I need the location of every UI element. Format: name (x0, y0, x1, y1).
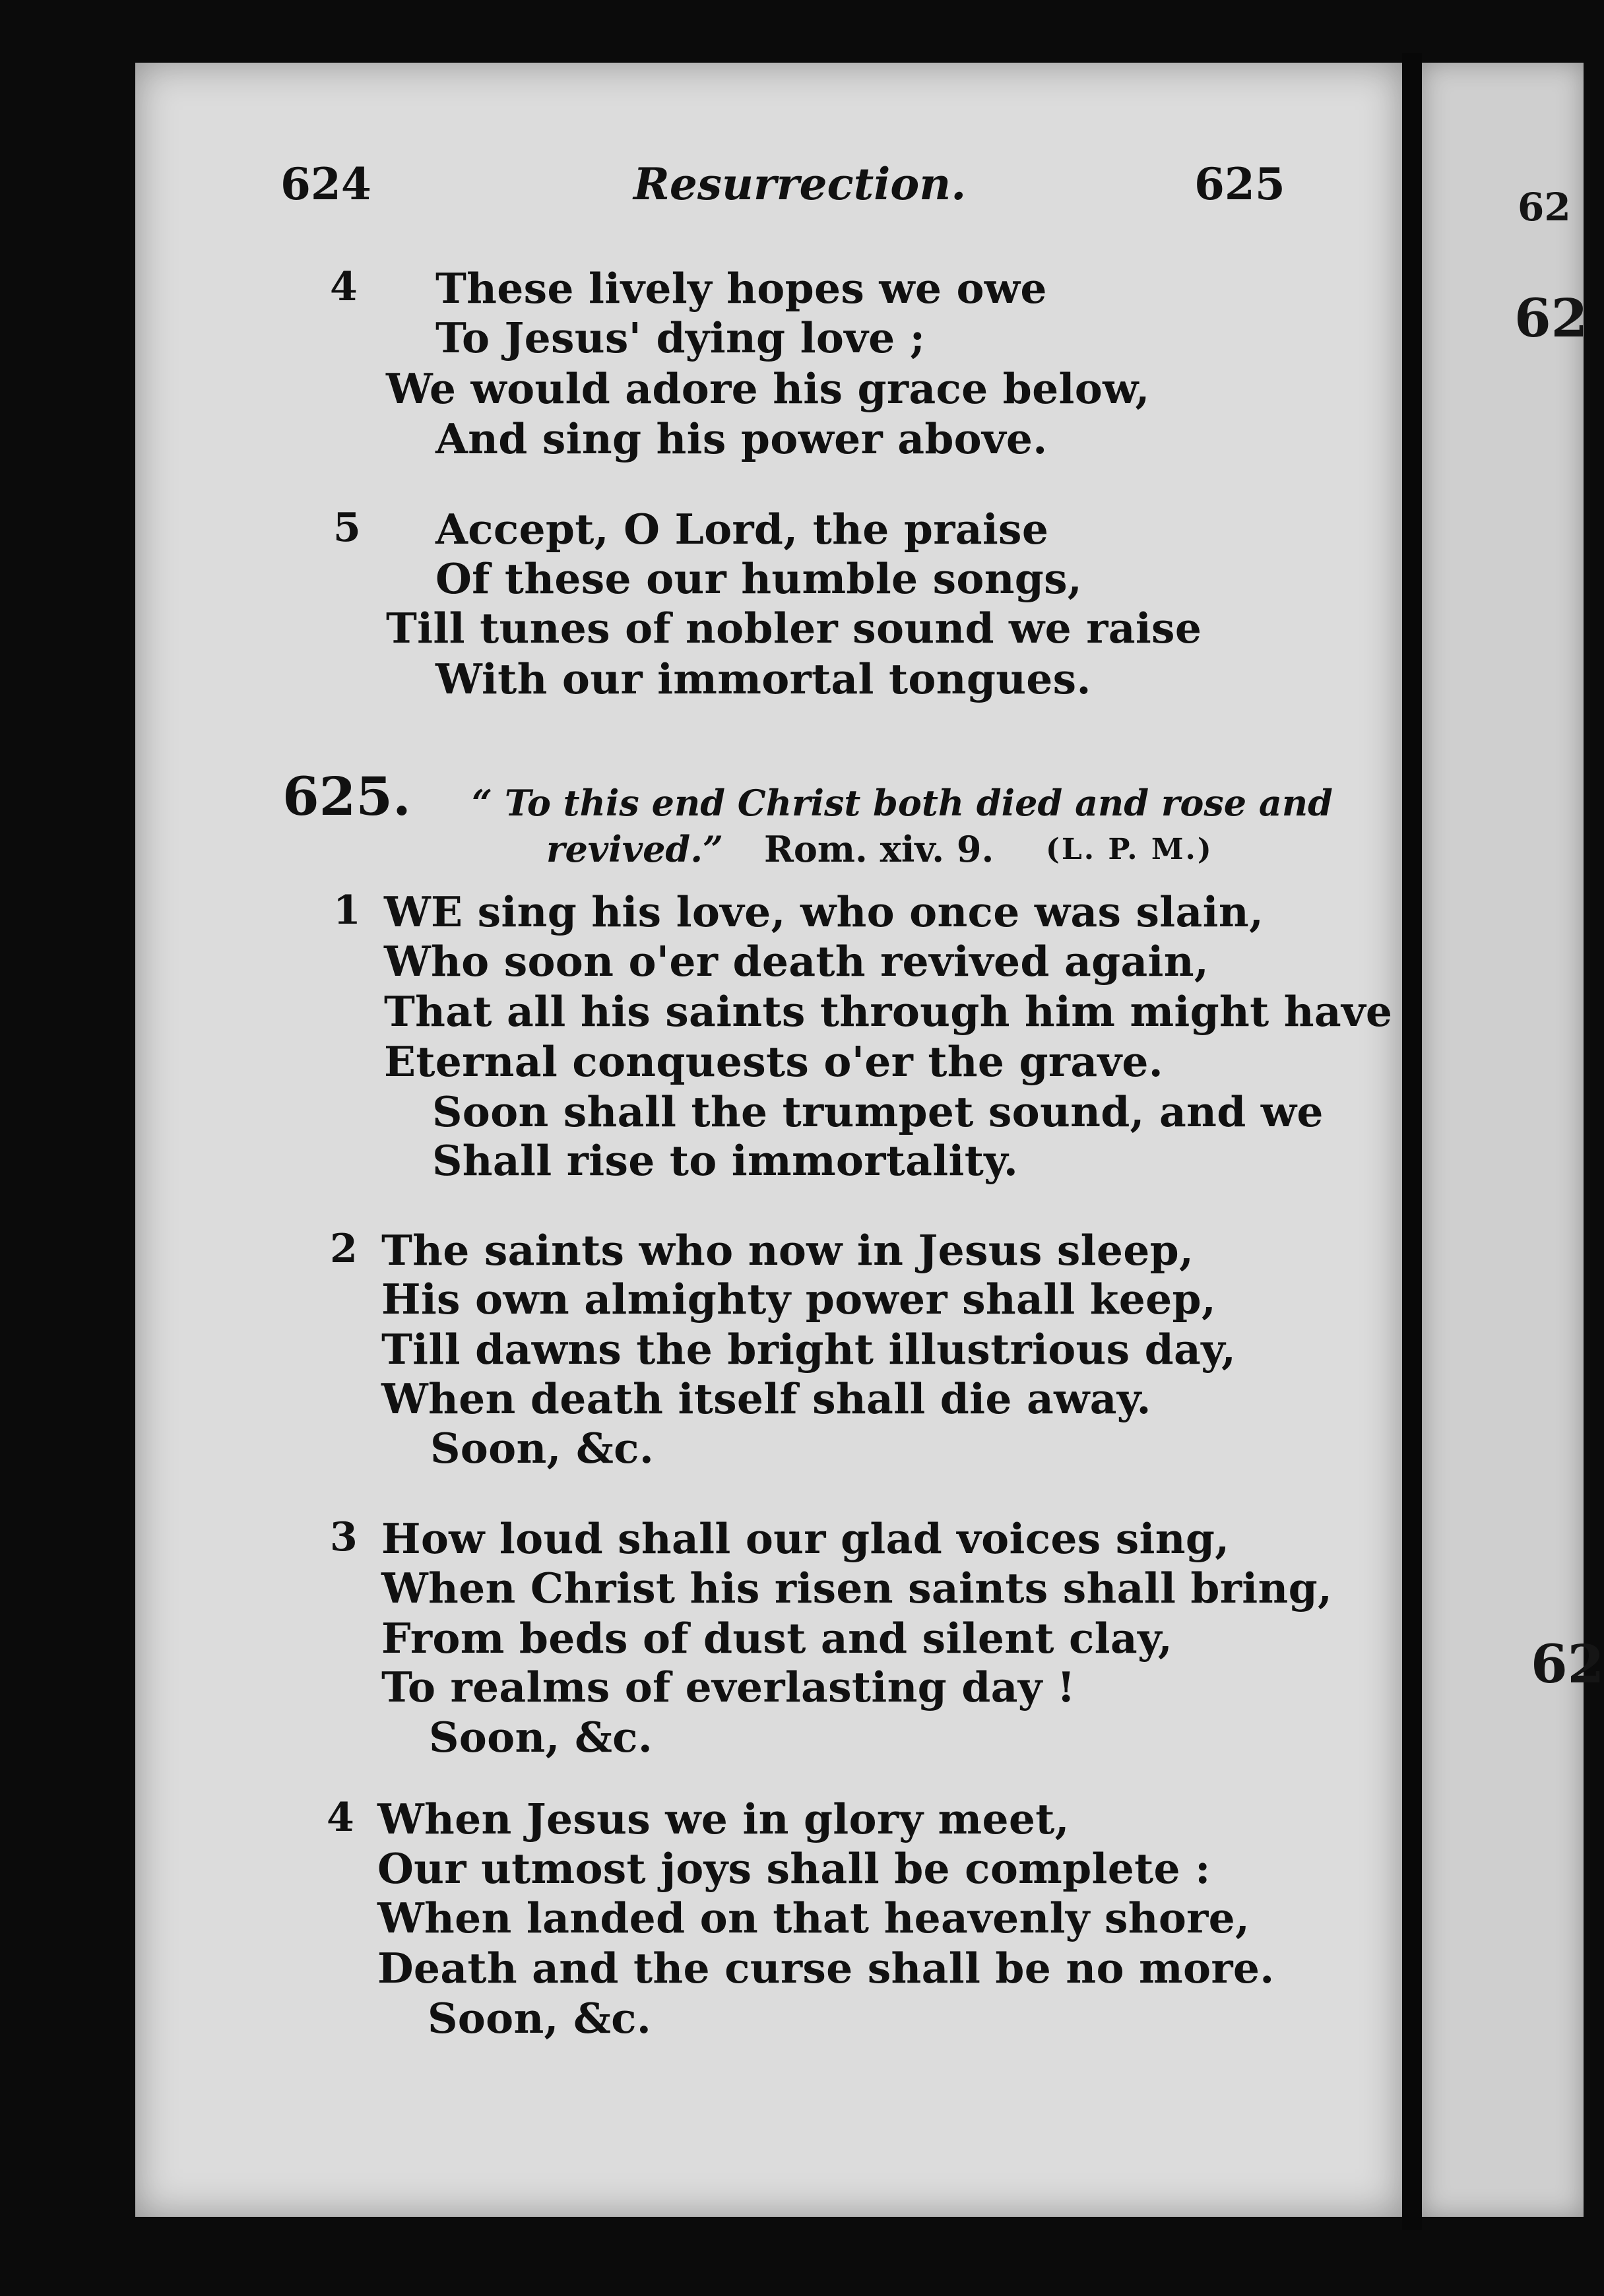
verse-line: Accept, O Lord, the praise (435, 505, 1049, 554)
verse-line: And sing his power above. (435, 414, 1048, 463)
verse-line: WE sing his love, who once was slain, (384, 887, 1264, 936)
stanza-number: 3 (330, 1514, 358, 1560)
running-title: Resurrection. (633, 158, 967, 210)
verse-line: Death and the curse shall be no more. (377, 1944, 1275, 1993)
verse-line: To Jesus' dying love ; (435, 313, 926, 362)
adjacent-page-number: 62 (1518, 185, 1571, 230)
page-gutter (1402, 53, 1422, 2230)
verse-line: To realms of everlasting day ! (381, 1663, 1075, 1711)
verse-line: When death itself shall die away. (381, 1374, 1151, 1423)
chorus-refrain: Soon, &c. (430, 1424, 655, 1473)
verse-line: Our utmost joys shall be complete : (377, 1844, 1211, 1893)
verse-line: How loud shall our glad voices sing, (381, 1514, 1230, 1563)
verse-line: When Christ his risen saints shall bring, (381, 1564, 1333, 1612)
verse-line: When Jesus we in glory meet, (377, 1795, 1070, 1843)
chorus-refrain: Soon, &c. (429, 1713, 653, 1762)
stanza-number: 4 (327, 1795, 354, 1841)
verse-line: The saints who now in Jesus sleep, (381, 1226, 1194, 1275)
stanza-number: 2 (330, 1226, 358, 1272)
hymn-caption-line-2: revived.” (546, 828, 724, 870)
verse-line: Who soon o'er death revived again, (384, 937, 1209, 986)
verse-line: Eternal conquests o'er the grave. (384, 1037, 1163, 1086)
chorus-refrain: Soon, &c. (428, 1994, 652, 2043)
verse-line: We would adore his grace below, (386, 364, 1150, 413)
verse-line: His own almighty power shall keep, (381, 1275, 1217, 1323)
stanza-number: 4 (330, 264, 358, 310)
verse-line: With our immortal tongues. (435, 654, 1091, 703)
verse-line: From beds of dust and silent clay, (381, 1614, 1173, 1663)
hymn-range-number: 625 (1194, 158, 1285, 210)
scripture-reference: Rom. xiv. 9. (764, 828, 994, 870)
chorus-line: Shall rise to immortality. (432, 1136, 1019, 1185)
hymn-caption-line-1: “ To this end Christ both died and rose and (472, 782, 1333, 824)
verse-line: Till tunes of nobler sound we raise (386, 604, 1202, 653)
verse-line: These lively hopes we owe (435, 264, 1047, 313)
adjacent-hymn-number-lower: 62 (1531, 1633, 1604, 1695)
verse-line: That all his saints through him might have (384, 987, 1393, 1036)
hymn-meter: (L. P. M.) (1046, 833, 1213, 866)
page-number: 624 (280, 158, 371, 210)
verse-line: Till dawns the bright illustrious day, (381, 1325, 1236, 1374)
chorus-line: Soon shall the trumpet sound, and we (432, 1087, 1324, 1136)
adjacent-hymn-number: 62 (1514, 287, 1588, 349)
verse-line: Of these our humble songs, (435, 554, 1083, 603)
verse-line: When landed on that heavenly shore, (377, 1894, 1250, 1942)
stanza-number: 1 (333, 887, 361, 934)
adjacent-page (1422, 63, 1604, 2217)
hymn-number: 625. (282, 765, 411, 827)
stanza-number: 5 (333, 505, 361, 551)
